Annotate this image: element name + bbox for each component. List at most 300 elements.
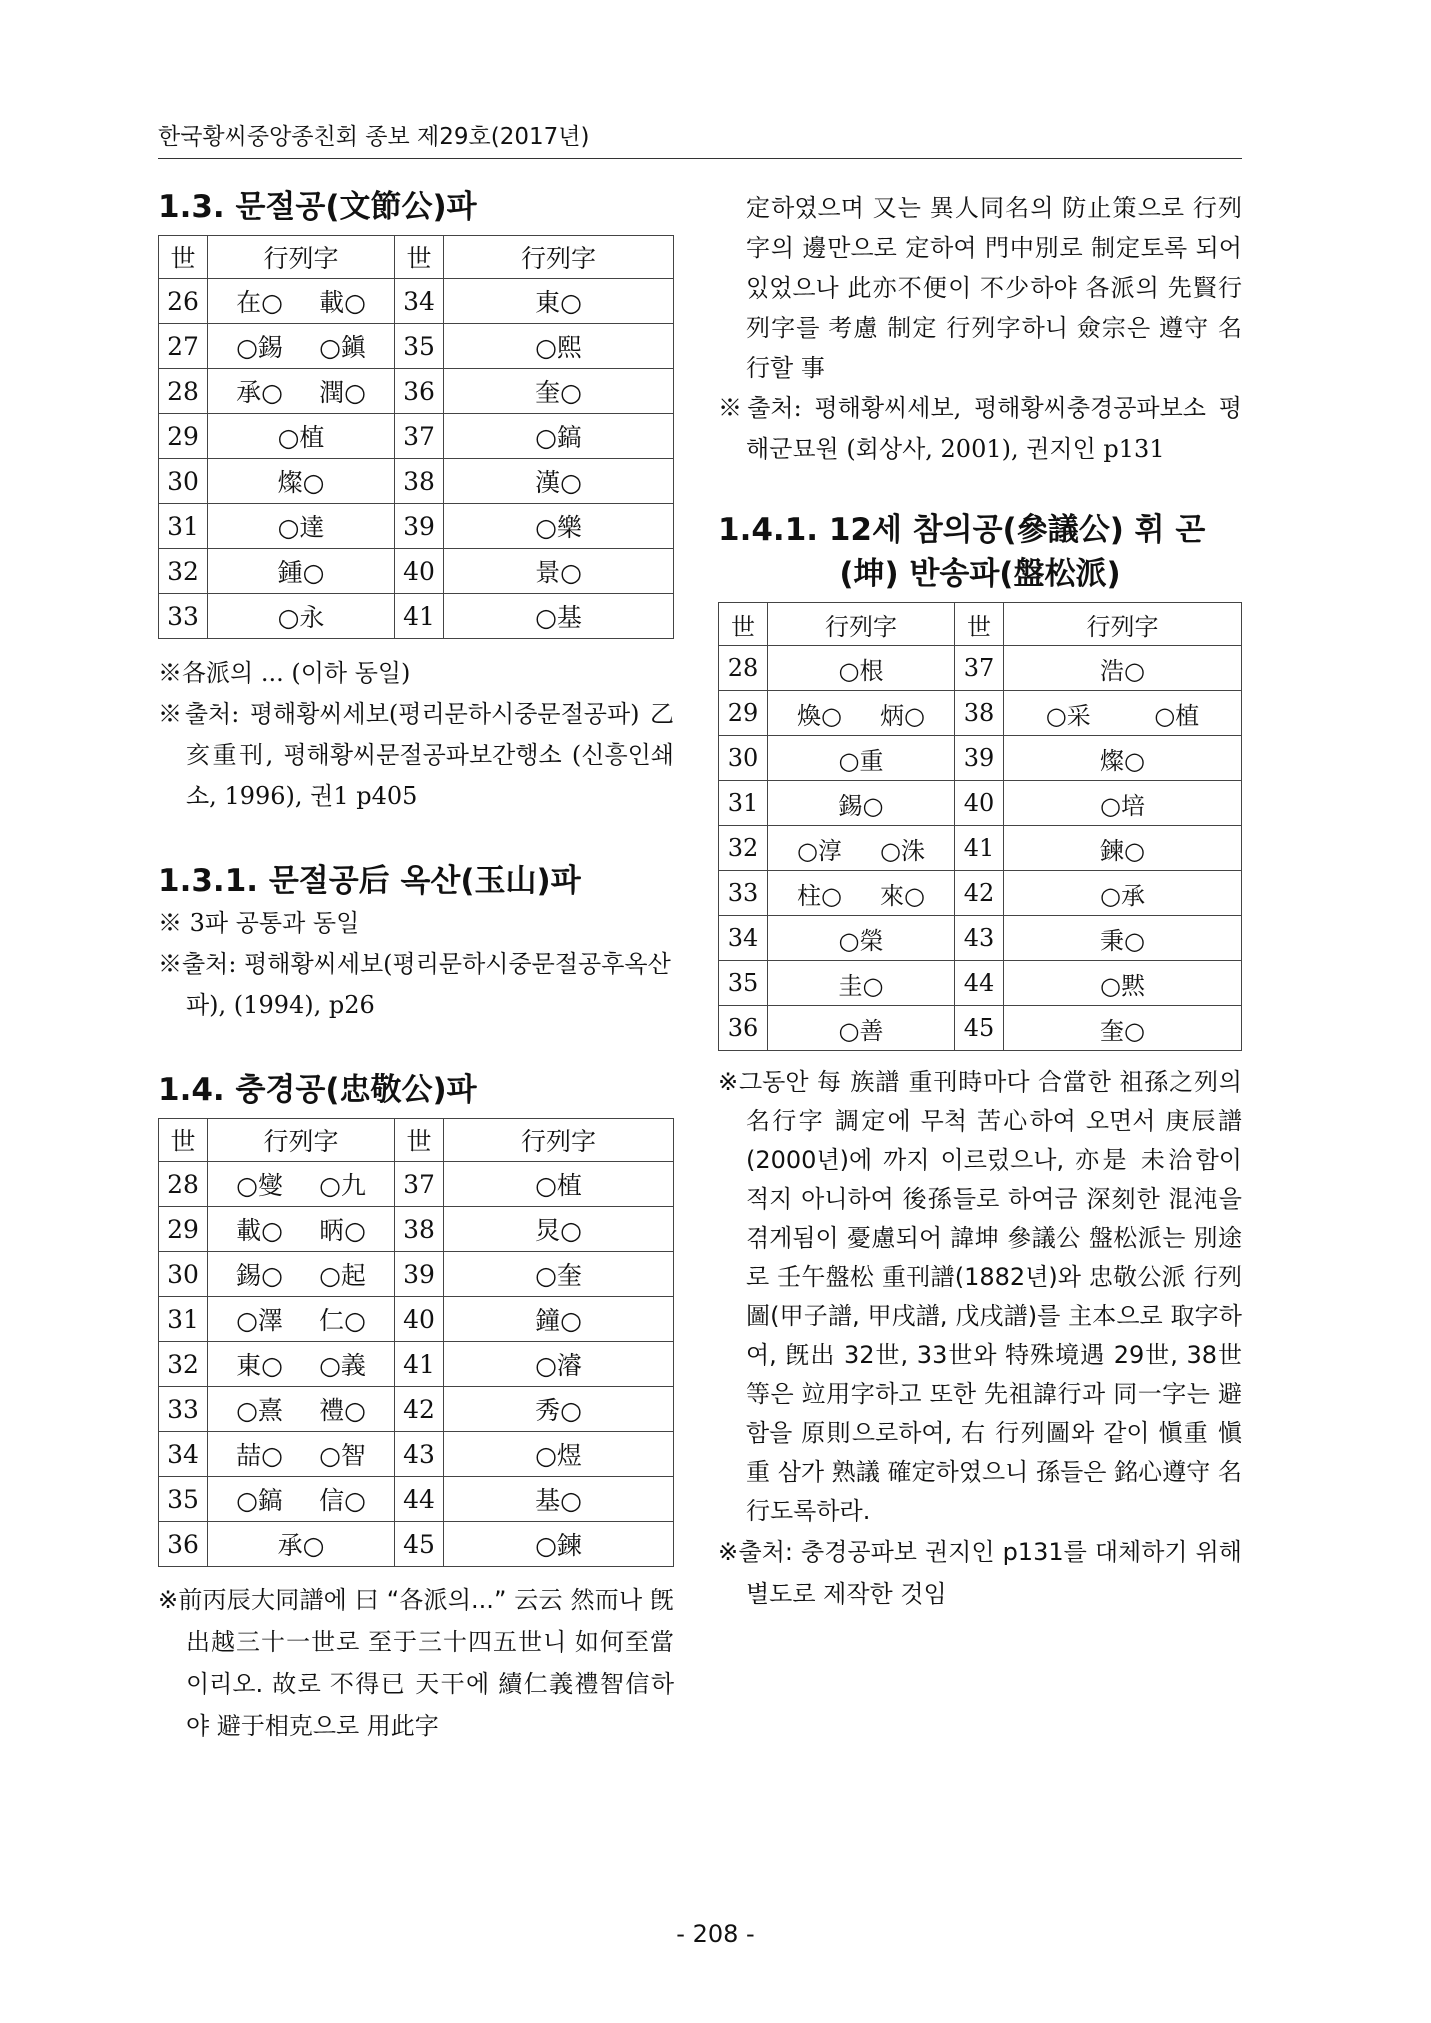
generation-number: 28: [167, 376, 199, 406]
char-group: [1004, 696, 1241, 731]
char-group: [444, 1211, 673, 1247]
table-cell: [768, 961, 955, 1006]
table-cell: [159, 324, 208, 369]
table-cell: [768, 691, 955, 736]
table-cell: [444, 1162, 674, 1207]
table-cell: [444, 594, 674, 639]
table-cell: [1004, 961, 1242, 1006]
char-group: [208, 553, 394, 589]
hangnyeol-char: 圭○: [838, 971, 884, 1000]
table-cell: [208, 369, 395, 414]
hangnyeol-char: ○濬: [535, 1351, 582, 1380]
table-row: [159, 504, 674, 549]
source-note: ※출처: 충경공파보 권지인 p131를 대체하기 위해 별도로 제작한 것임: [718, 1538, 1242, 1608]
table-cell: [208, 1342, 395, 1387]
hangnyeol-char: 秀○: [535, 1396, 582, 1425]
header-cell: 世: [159, 1119, 208, 1162]
table-cell: [159, 369, 208, 414]
table-cell: [208, 459, 395, 504]
table-cell: [444, 1522, 674, 1567]
table-cell: [1004, 736, 1242, 781]
hangnyeol-char: 載○: [236, 1216, 283, 1245]
section-title-1-3: 1.3. 문절공(文節公)파: [158, 189, 477, 225]
table-cell: [955, 871, 1004, 916]
char-group: [444, 328, 673, 364]
header-cell: 世: [719, 603, 768, 646]
table-cell: [719, 916, 768, 961]
table-cell: [208, 549, 395, 594]
char-group: [444, 1526, 673, 1562]
table-row: [719, 646, 1242, 691]
table-row: [159, 459, 674, 504]
hangnyeol-char: ○鍊: [535, 1531, 582, 1560]
table-cell: [719, 961, 768, 1006]
char-group: [444, 1346, 673, 1382]
generation-number: 44: [403, 1484, 435, 1514]
table-cell: [719, 871, 768, 916]
hangnyeol-char: 信○: [319, 1486, 366, 1515]
page-number: - 208 -: [676, 1920, 755, 1948]
hangnyeol-char: ○榮: [838, 926, 884, 955]
table-cell: [719, 826, 768, 871]
hangnyeol-char: ○植: [535, 1171, 582, 1200]
table-header-row: [719, 603, 1242, 646]
note-text: ※ 3파 공통과 동일: [158, 909, 360, 937]
table-cell: [444, 504, 674, 549]
table-cell: [159, 1252, 208, 1297]
generation-table-1-3: [158, 235, 674, 639]
generation-number: 37: [963, 654, 995, 682]
generation-number: 40: [403, 556, 435, 586]
hangnyeol-char: 秉○: [1100, 926, 1145, 955]
char-group: [1004, 651, 1241, 686]
char-group: [208, 1256, 394, 1292]
char-group: [444, 1301, 673, 1337]
section-title-1-3-1: 1.3.1. 문절공后 옥산(玉山)파: [158, 863, 581, 899]
note-text: ※各派의 ... (이하 동일): [158, 659, 411, 687]
table-cell: [208, 1252, 395, 1297]
header-cell: 世: [395, 1119, 444, 1162]
table-cell: [768, 826, 955, 871]
table-cell: [208, 324, 395, 369]
generation-table-1-4-1: [718, 602, 1242, 1051]
table-cell: [395, 1477, 444, 1522]
generation-number: 42: [403, 1394, 435, 1424]
table-row: [719, 916, 1242, 961]
char-group: [208, 1391, 394, 1427]
generation-number: 43: [963, 924, 995, 952]
char-group: [208, 1211, 394, 1247]
hangnyeol-char: ○基: [535, 603, 582, 632]
hangnyeol-char: ○熹: [236, 1396, 283, 1425]
generation-number: 34: [403, 286, 435, 316]
char-group: [444, 418, 673, 454]
hangnyeol-char: ○重: [838, 746, 884, 775]
table-cell: [768, 1006, 955, 1051]
table-cell: [159, 1522, 208, 1567]
generation-number: 37: [403, 421, 435, 451]
hangnyeol-char: ○奎: [535, 1261, 582, 1290]
char-group: [444, 598, 673, 634]
table-cell: [719, 781, 768, 826]
header-cell: 世: [955, 603, 1004, 646]
header-cell: 行列字: [768, 603, 955, 646]
table-cell: [768, 646, 955, 691]
hangnyeol-char: ○鎭: [319, 333, 366, 362]
char-group: [444, 1436, 673, 1472]
char-group: [1004, 786, 1241, 821]
section-title-1-4-1: 1.4.1. 12세 참의공(參議公) 휘 곤: [718, 512, 1206, 548]
char-group: [768, 786, 954, 821]
header-cell: 行列字: [444, 236, 674, 279]
generation-number: 39: [403, 1259, 435, 1289]
generation-number: 34: [167, 1439, 199, 1469]
hangnyeol-char: 喆○: [236, 1441, 283, 1470]
note-text: ※그동안 每 族譜 重刊時마다 合當한 祖孫之列의 名行字 調定에 무척 苦心하여 오면서 庚辰譜(2000년)에 까지 이르렀으나, 亦是 未洽함이 적지 아니하여 後孫들로 하여금 深刻한 混沌을 겪게됨이 憂慮되어 諱坤 參議公 盤松派는 別途로 壬午盤松 重刊譜(1882년)와 忠敬公派 行列圖(甲子譜, 甲戌譜, 戊戌譜)를 主本으로 取字하여, 旣出 32世, 33世와 特殊境遇 29世, 38世 等은 竝用字하고 또한 先祖諱行과 同一字는 避함을 原則으로하여, 右 行列圖와 같이 愼重 愼重 삼가 熟議 確定하였으니 孫들은 銘心遵守 名行도록하라.: [718, 1068, 1242, 1525]
hangnyeol-char: 承○: [236, 378, 283, 407]
char-group: [768, 831, 954, 866]
char-group: [444, 508, 673, 544]
page-header: [158, 112, 1242, 159]
char-group: [208, 598, 394, 634]
note-text: ※前丙辰大同譜에 曰 “各派의...” 云云 然而나 旣出越三十一世로 至于三十四五世니 如何至當이리오. 故로 不得已 天干에 續仁義禮智信하야 避于相克으로 用此字: [158, 1586, 674, 1740]
table-cell: [719, 691, 768, 736]
table-cell: [1004, 1006, 1242, 1051]
table-cell: [395, 594, 444, 639]
table-cell: [1004, 781, 1242, 826]
table-cell: [444, 279, 674, 324]
table-cell: [1004, 826, 1242, 871]
header-cell: 世: [159, 236, 208, 279]
table-row: [159, 1522, 674, 1567]
hangnyeol-char: ○洙: [880, 836, 925, 865]
table-row: [159, 1387, 674, 1432]
table-row: [159, 324, 674, 369]
char-group: [208, 463, 394, 499]
table-cell: [395, 1297, 444, 1342]
hangnyeol-char: ○植: [1154, 701, 1200, 730]
header-cell: 世: [395, 236, 444, 279]
generation-number: 32: [167, 556, 199, 586]
generation-number: 29: [727, 699, 759, 727]
table-cell: [159, 1387, 208, 1432]
hangnyeol-char: ○鎬: [236, 1486, 283, 1515]
hangnyeol-char: ○永: [277, 603, 325, 632]
table-row: [719, 736, 1242, 781]
table-cell: [395, 1252, 444, 1297]
hangnyeol-char: 浩○: [1100, 656, 1145, 685]
table-cell: [159, 414, 208, 459]
table-row: [719, 781, 1242, 826]
char-group: [1004, 831, 1241, 866]
char-group: [1004, 921, 1241, 956]
table-cell: [159, 1297, 208, 1342]
char-group: [208, 1346, 394, 1382]
table-cell: [208, 279, 395, 324]
hangnyeol-char: 在○: [236, 288, 283, 317]
char-group: [208, 1436, 394, 1472]
generation-number: 29: [167, 421, 199, 451]
table-cell: [768, 781, 955, 826]
char-group: [444, 1481, 673, 1517]
table-cell: [395, 1342, 444, 1387]
hangnyeol-char: ○智: [319, 1441, 366, 1470]
char-group: [208, 1481, 394, 1517]
table-cell: [395, 1432, 444, 1477]
table-cell: [159, 1477, 208, 1522]
table-cell: [444, 1207, 674, 1252]
hangnyeol-char: 潤○: [319, 378, 366, 407]
hangnyeol-char: 來○: [880, 881, 925, 910]
section-title-1-4: 1.4. 충경공(忠敬公)파: [158, 1072, 477, 1108]
hangnyeol-char: ○淳: [797, 836, 842, 865]
table-cell: [395, 549, 444, 594]
table-cell: [719, 1006, 768, 1051]
table-row: [719, 961, 1242, 1006]
table-row: [719, 871, 1242, 916]
table-cell: [159, 549, 208, 594]
table-cell: [395, 1162, 444, 1207]
generation-number: 38: [403, 1214, 435, 1244]
table-row: [719, 826, 1242, 871]
table-row: [159, 279, 674, 324]
generation-number: 43: [403, 1439, 435, 1469]
generation-number: 31: [727, 789, 759, 817]
table-cell: [1004, 646, 1242, 691]
generation-number: 41: [403, 1349, 435, 1379]
hangnyeol-char: 燦○: [277, 468, 325, 497]
hangnyeol-char: ○煜: [535, 1441, 582, 1470]
hangnyeol-char: 仁○: [319, 1306, 366, 1335]
table-cell: [159, 1432, 208, 1477]
hangnyeol-char: 東○: [535, 288, 582, 317]
generation-number: 44: [963, 969, 995, 997]
char-group: [208, 283, 394, 319]
table-row: [159, 1252, 674, 1297]
hangnyeol-char: 奎○: [535, 378, 582, 407]
table-cell: [208, 1387, 395, 1432]
table-cell: [444, 369, 674, 414]
generation-number: 33: [167, 601, 199, 631]
table-cell: [444, 1432, 674, 1477]
hangnyeol-char: ○根: [838, 656, 884, 685]
table-cell: [444, 1297, 674, 1342]
source-note: ※출처: 평해황씨세보, 평해황씨충경공파보소 평해군묘원 (회상사, 2001), 권지인 p131: [718, 394, 1242, 463]
generation-number: 31: [167, 511, 199, 541]
source-note: ※출처: 평해황씨세보(평리문하시중문절공파) 乙亥重刊, 평해황씨문절공파보간행소 (신흥인쇄소, 1996), 권1 p405: [158, 700, 674, 810]
generation-number: 38: [403, 466, 435, 496]
char-group: [444, 1391, 673, 1427]
generation-number: 28: [727, 654, 759, 682]
hangnyeol-char: 燦○: [1100, 746, 1145, 775]
char-group: [208, 508, 394, 544]
hangnyeol-char: 鍾○: [277, 558, 325, 587]
table-cell: [395, 1522, 444, 1567]
table-header-row: [159, 1119, 674, 1162]
generation-number: 28: [167, 1169, 199, 1199]
table-cell: [955, 826, 1004, 871]
generation-number: 29: [167, 1214, 199, 1244]
header-cell: 行列字: [208, 236, 395, 279]
hangnyeol-char: ○達: [277, 513, 325, 542]
hangnyeol-char: 景○: [535, 558, 582, 587]
hangnyeol-char: 炳○: [880, 701, 925, 730]
right-column: [718, 188, 1242, 1615]
table-row: [159, 594, 674, 639]
generation-number: 32: [727, 834, 759, 862]
char-group: [768, 1011, 954, 1046]
table-cell: [395, 459, 444, 504]
table-cell: [768, 871, 955, 916]
char-group: [208, 1166, 394, 1202]
table-cell: [444, 1252, 674, 1297]
generation-number: 36: [167, 1529, 199, 1559]
hangnyeol-char: ○義: [319, 1351, 366, 1380]
table-cell: [955, 1006, 1004, 1051]
char-group: [208, 373, 394, 409]
table-cell: [444, 1477, 674, 1522]
generation-number: 35: [727, 969, 759, 997]
generation-number: 30: [727, 744, 759, 772]
table-cell: [159, 504, 208, 549]
generation-number: 30: [167, 1259, 199, 1289]
header-cell: 行列字: [444, 1119, 674, 1162]
table-cell: [444, 324, 674, 369]
hangnyeol-char: ○熙: [535, 333, 582, 362]
char-group: [1004, 1011, 1241, 1046]
generation-number: 37: [403, 1169, 435, 1199]
hangnyeol-char: 炅○: [535, 1216, 582, 1245]
table-cell: [208, 1162, 395, 1207]
generation-number: 35: [167, 1484, 199, 1514]
table-cell: [955, 736, 1004, 781]
section-title-1-4-1-line2: (坤) 반송파(盤松派): [839, 556, 1121, 592]
generation-number: 34: [727, 924, 759, 952]
hangnyeol-char: ○黙: [1100, 971, 1145, 1000]
hangnyeol-char: 錫○: [236, 1261, 283, 1290]
char-group: [444, 553, 673, 589]
generation-number: 36: [727, 1014, 759, 1042]
generation-number: 27: [167, 331, 199, 361]
char-group: [1004, 741, 1241, 776]
char-group: [1004, 966, 1241, 1001]
char-group: [208, 328, 394, 364]
table-row: [159, 1162, 674, 1207]
char-group: [444, 1166, 673, 1202]
table-cell: [208, 1477, 395, 1522]
char-group: [444, 373, 673, 409]
hangnyeol-char: 載○: [319, 288, 366, 317]
header-cell: 行列字: [208, 1119, 395, 1162]
table-cell: [955, 916, 1004, 961]
table-cell: [395, 369, 444, 414]
table-cell: [159, 594, 208, 639]
table-cell: [159, 1342, 208, 1387]
generation-number: 36: [403, 376, 435, 406]
char-group: [768, 741, 954, 776]
char-group: [208, 1301, 394, 1337]
table-cell: [444, 459, 674, 504]
generation-number: 32: [167, 1349, 199, 1379]
hangnyeol-char: 奎○: [1100, 1016, 1145, 1045]
left-column: [158, 185, 674, 1747]
table-cell: [444, 414, 674, 459]
generation-number: 30: [167, 466, 199, 496]
char-group: [208, 1526, 394, 1562]
table-cell: [395, 414, 444, 459]
hangnyeol-char: ○錫: [236, 333, 283, 362]
hangnyeol-char: ○起: [319, 1261, 366, 1290]
generation-number: 33: [727, 879, 759, 907]
char-group: [768, 921, 954, 956]
generation-number: 45: [963, 1014, 995, 1042]
table-cell: [208, 1297, 395, 1342]
hangnyeol-char: 禮○: [319, 1396, 366, 1425]
hangnyeol-char: ○培: [1100, 791, 1145, 820]
hangnyeol-char: ○燮: [236, 1171, 283, 1200]
hangnyeol-char: ○植: [277, 423, 325, 452]
char-group: [1004, 876, 1241, 911]
char-group: [768, 876, 954, 911]
hangnyeol-char: 漢○: [535, 468, 582, 497]
table-cell: [395, 504, 444, 549]
generation-number: 33: [167, 1394, 199, 1424]
table-cell: [719, 736, 768, 781]
hangnyeol-char: 柱○: [797, 881, 842, 910]
hangnyeol-char: 煥○: [797, 701, 842, 730]
hangnyeol-char: ○善: [838, 1016, 884, 1045]
table-row: [159, 414, 674, 459]
table-cell: [955, 646, 1004, 691]
generation-number: 41: [403, 601, 435, 631]
table-row: [719, 691, 1242, 736]
table-cell: [395, 324, 444, 369]
table-row: [159, 369, 674, 414]
hangnyeol-char: 東○: [236, 1351, 283, 1380]
table-cell: [444, 549, 674, 594]
char-group: [444, 1256, 673, 1292]
char-group: [208, 418, 394, 454]
table-cell: [1004, 916, 1242, 961]
generation-number: 35: [403, 331, 435, 361]
hangnyeol-char: ○鎬: [535, 423, 582, 452]
table-cell: [1004, 871, 1242, 916]
table-header-row: [159, 236, 674, 279]
table-cell: [208, 504, 395, 549]
generation-number: 31: [167, 1304, 199, 1334]
table-cell: [1004, 691, 1242, 736]
table-row: [159, 1477, 674, 1522]
generation-number: 26: [167, 286, 199, 316]
table-cell: [955, 691, 1004, 736]
generation-number: 45: [403, 1529, 435, 1559]
table-cell: [208, 1207, 395, 1252]
table-cell: [395, 279, 444, 324]
table-row: [159, 1207, 674, 1252]
hangnyeol-char: 錫○: [838, 791, 884, 820]
table-cell: [159, 1207, 208, 1252]
table-cell: [719, 646, 768, 691]
table-cell: [395, 1207, 444, 1252]
generation-number: 38: [963, 699, 995, 727]
table-cell: [208, 594, 395, 639]
char-group: [768, 966, 954, 1001]
table-cell: [444, 1387, 674, 1432]
header-cell: 行列字: [1004, 603, 1242, 646]
char-group: [768, 696, 954, 731]
table-row: [159, 549, 674, 594]
source-note: ※출처: 평해황씨세보(평리문하시중문절공후옥산파), (1994), p26: [158, 950, 671, 1019]
